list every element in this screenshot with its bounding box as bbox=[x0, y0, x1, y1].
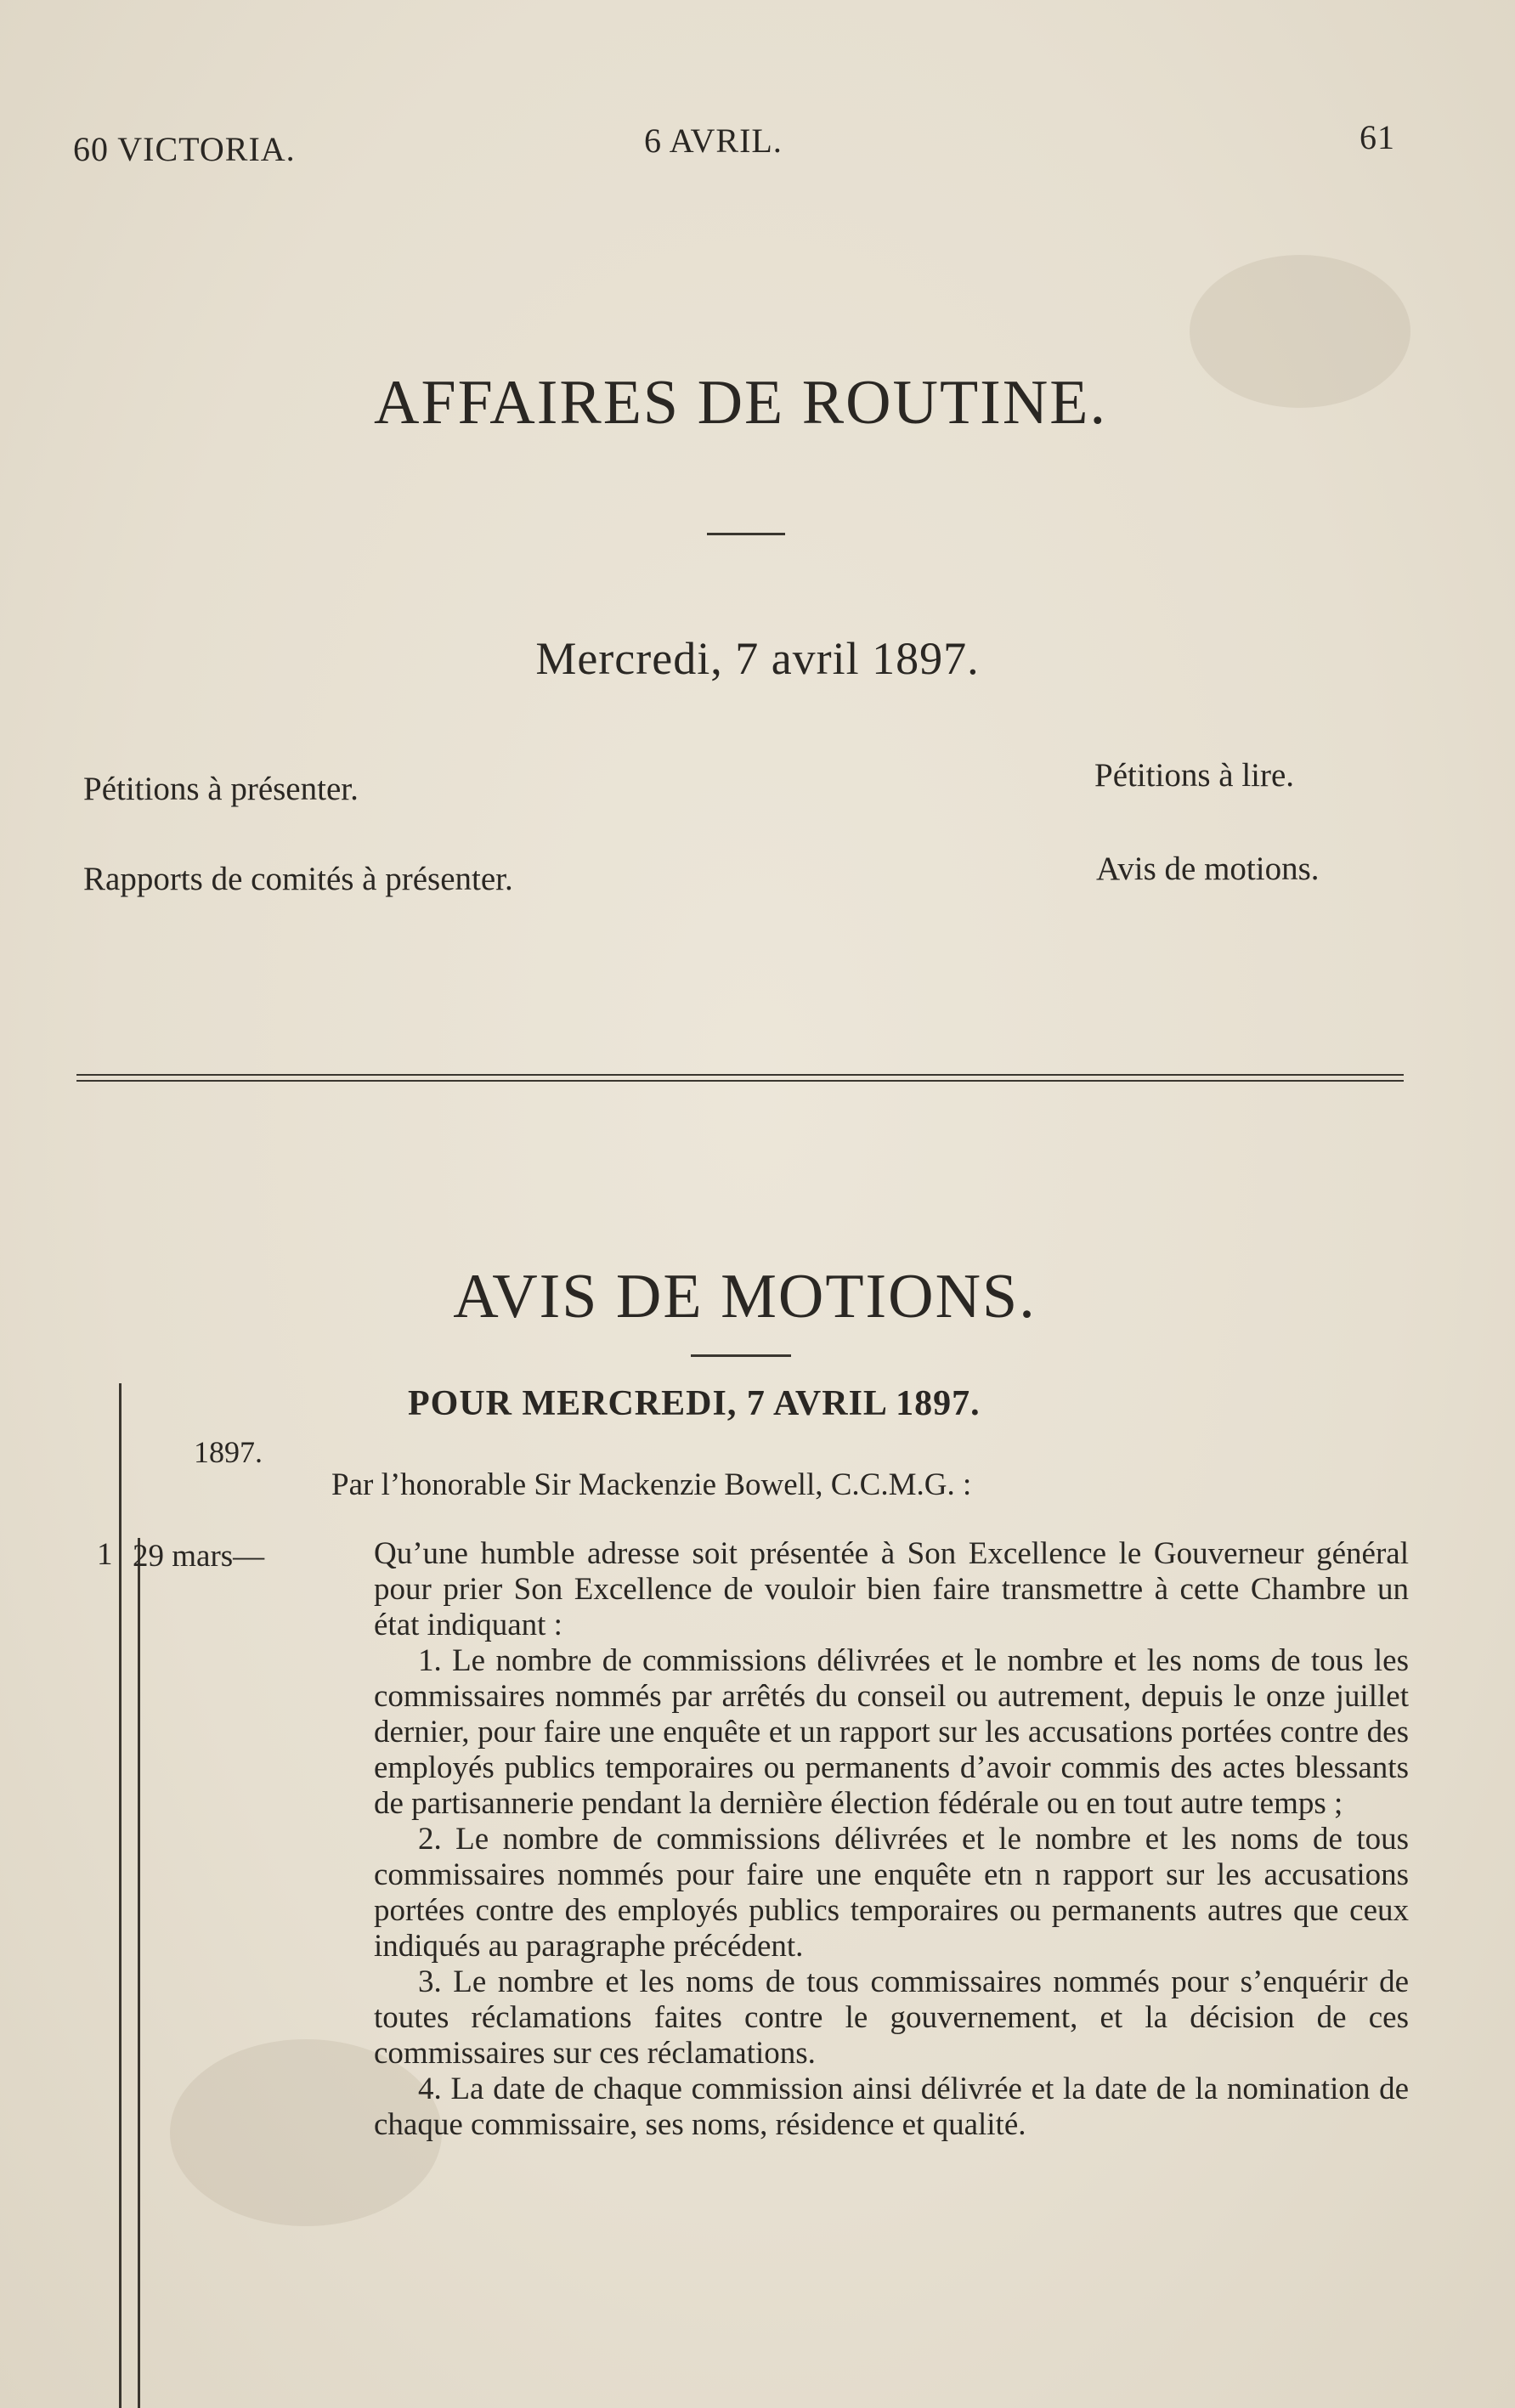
motion-intro: Qu’une humble adresse soit présentée à Son Excellence le Gouverneur général pour prier Son Excellence de vouloir bien faire transmettre à cette Chambre un état indiquant : bbox=[374, 1536, 1409, 1642]
motion-body bbox=[374, 1536, 1409, 2143]
section-title-avis: AVIS DE MOTIONS. bbox=[453, 1262, 1037, 1331]
item-rapports: Rapports de comités à présenter. bbox=[83, 861, 513, 897]
section-divider bbox=[76, 1074, 1404, 1082]
title-rule bbox=[691, 1354, 791, 1357]
item-petitions-lire: Pétitions à lire. bbox=[1094, 757, 1295, 794]
motion-paragraph-1: 1. Le nombre de commissions délivrées et le nombre et les noms de tous les commissaires nommés par arrêtés du conseil ou autrement, depuis le onze juillet dernier, pour faire une enquête et un rapport sur les accusations portées contre des employés publics temporaires ou permanents d’avoir commis des actes blessants de partisannerie pendant la dernière élection fédérale ou en tout autre temps ; bbox=[374, 1643, 1409, 1821]
margin-year: 1897. bbox=[194, 1435, 263, 1469]
motion-paragraph-2: 2. Le nombre de commissions délivrées et le nombre et les noms de tous commissaires nommés pour faire une enquête etn n rapport sur les accusations portées contre des employés publics temporaires ou permanents autres que ceux indiqués au paragraphe précédent. bbox=[374, 1822, 1409, 1964]
page-number: 61 bbox=[1360, 118, 1395, 156]
running-head-center: 6 AVRIL. bbox=[644, 122, 783, 160]
item-petitions-presenter: Pétitions à présenter. bbox=[83, 771, 359, 807]
running-head-left: 60 VICTORIA. bbox=[73, 130, 296, 168]
sub-heading: POUR MERCREDI, 7 AVRIL 1897. bbox=[408, 1384, 981, 1423]
motion-paragraph-3: 3. Le nombre et les noms de tous commissaires nommés pour s’enquérir de toutes réclamations faites contre le gouvernement, et la décision de ces commissaires sur ces réclamations. bbox=[374, 1964, 1409, 2071]
title-rule bbox=[707, 533, 785, 535]
item-avis-motions: Avis de motions. bbox=[1096, 851, 1320, 887]
mover-line: Par l’honorable Sir Mackenzie Bowell, C.C.M.G. : bbox=[331, 1467, 972, 1502]
margin-rule bbox=[138, 1538, 140, 2408]
sitting-date: Mercredi, 7 avril 1897. bbox=[535, 633, 980, 684]
motion-date: 29 mars— bbox=[133, 1539, 265, 1574]
section-title-affaires: AFFAIRES DE ROUTINE. bbox=[374, 368, 1107, 438]
margin-rule bbox=[119, 1383, 122, 2408]
motion-paragraph-4: 4. La date de chaque commission ainsi délivrée et la date de la nomination de chaque commissaire, ses noms, résidence et qualité. bbox=[374, 2072, 1409, 2142]
motion-number: 1 bbox=[97, 1537, 113, 1572]
